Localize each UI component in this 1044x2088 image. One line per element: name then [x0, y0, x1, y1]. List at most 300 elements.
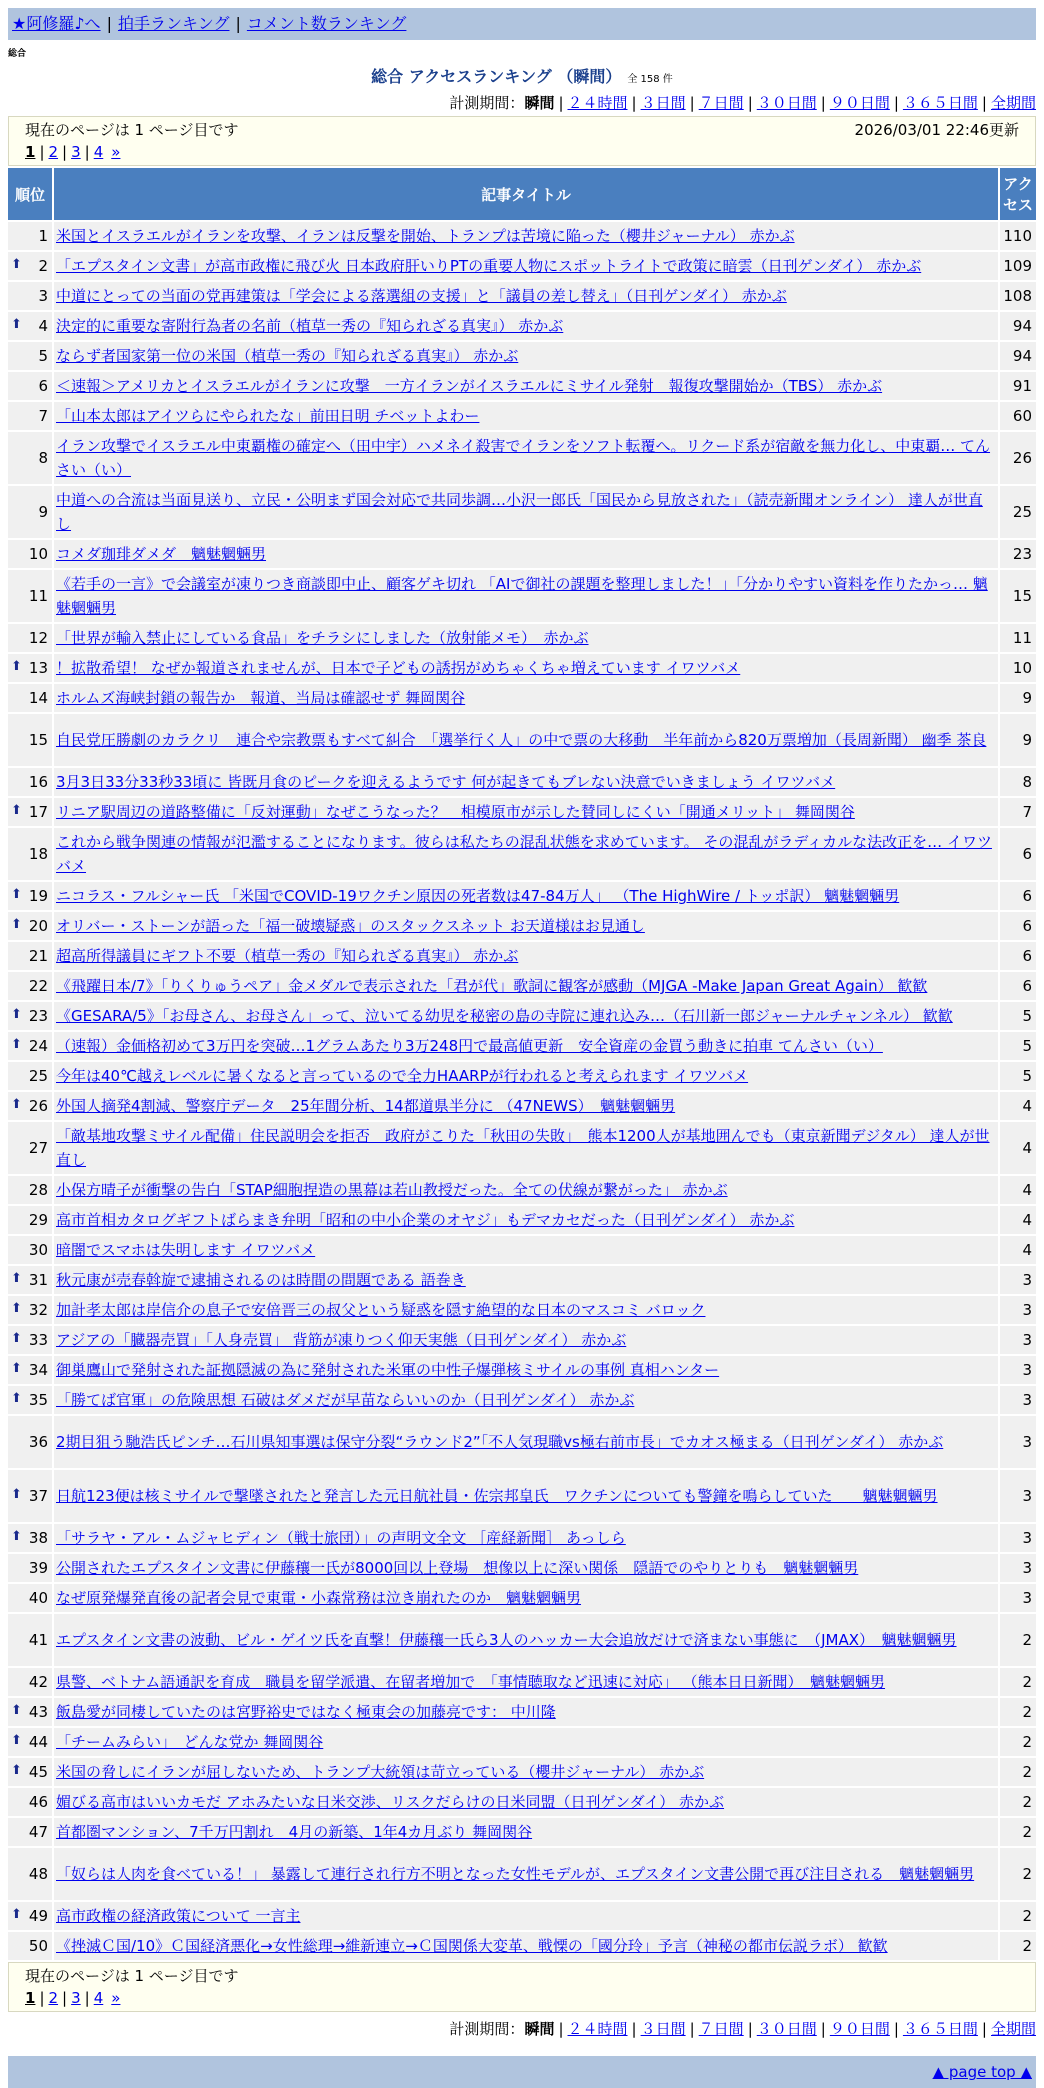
table-row	[8, 942, 1036, 970]
up-arrow-icon: ⬆	[11, 1097, 22, 1112]
article-link[interactable]: 《挫滅Ｃ国/10》Ｃ国経済悪化→女性総理→維新連立→Ｃ国関係大変革、戦慄の「國分玲」予言（神秘の都市伝説ラボ） 歓歓	[56, 1937, 888, 1955]
rank-number: 38	[28, 1529, 48, 1547]
access-count: 2	[1000, 1758, 1036, 1786]
access-count: 5	[1000, 1032, 1036, 1060]
period-link[interactable]: ７日間	[698, 94, 744, 112]
title-cell	[54, 222, 998, 250]
title-cell	[54, 1206, 998, 1234]
table-row	[8, 1062, 1036, 1090]
article-link[interactable]: 飯島愛が同棲していたのは宮野裕史ではなく極東会の加藤亮です： 中川隆	[56, 1703, 556, 1721]
title-cell	[54, 1122, 998, 1174]
nav-link-comment-ranking[interactable]: コメント数ランキング	[246, 14, 407, 33]
period-link[interactable]: 全期間	[990, 2020, 1036, 2038]
pagination	[25, 1987, 1019, 2009]
access-count: 5	[1000, 1062, 1036, 1090]
table-row	[8, 1092, 1036, 1120]
rank-cell	[8, 1668, 52, 1696]
period-link[interactable]: ３日間	[640, 94, 686, 112]
article-link[interactable]: イラン攻撃でイスラエル中東覇権の確定へ（田中宇）ハメネイ殺害でイランをソフト転覆へ。リクード系が宿敵を無力化し、中東覇… てんさい（い）	[56, 437, 991, 479]
page-link[interactable]: 3	[71, 1989, 81, 2007]
article-link[interactable]: 中道にとっての当面の党再建策は「学会による落選組の支援」と「議員の差し替え」（日刊ゲンダイ） 赤かぶ	[56, 287, 787, 305]
page-link[interactable]: 2	[48, 1989, 59, 2007]
article-link[interactable]: 自民党圧勝劇のカラクリ 連合や宗教票もすべて糾合 「選挙行く人」の中で票の大移動 半年前から820万票増加（長周新聞） 幽季 茶良	[56, 731, 987, 749]
article-link[interactable]: ＜速報＞アメリカとイスラエルがイランに攻撃 一方イランがイスラエルにミサイル発射 報復攻撃開始か（TBS） 赤かぶ	[56, 377, 883, 395]
article-link[interactable]: 県警、ベトナム語通訳を育成 職員を留学派遣、在留者増加で 「事情聴取など迅速に対応」 （熊本日日新聞） 魑魅魍魎男	[56, 1673, 886, 1691]
title-cell	[54, 1266, 998, 1294]
up-arrow-icon: ⬆	[11, 1529, 22, 1544]
page-status: 現在のページは 1 ページ目です	[25, 1967, 239, 1985]
access-count: 10	[1000, 654, 1036, 682]
article-link[interactable]: エプスタイン文書の波動、ビル・ゲイツ氏を直撃！伊藤穰一氏ら3人のハッカー大会追放だけで済まない事態に （JMAX） 魑魅魍魎男	[56, 1631, 957, 1649]
pagination	[25, 141, 1019, 163]
access-count: 3	[1000, 1296, 1036, 1324]
top-nav	[8, 8, 1036, 40]
up-arrow-icon: ⬆	[11, 659, 22, 674]
table-row	[8, 882, 1036, 910]
title-cell	[54, 1002, 998, 1030]
rank-cell	[8, 1266, 52, 1294]
page-top-link[interactable]: ▲ page top ▲	[932, 2063, 1032, 2081]
rank-number: 18	[28, 845, 48, 863]
page-title: 総合 アクセスランキング （瞬間）	[371, 67, 622, 86]
article-link[interactable]: ！拡散希望！ なぜか報道されませんが、日本で子どもの誘拐がめちゃくちゃ増えています イワツバメ	[56, 659, 741, 677]
table-row	[8, 486, 1036, 538]
period-selector-bottom	[8, 2016, 1036, 2042]
period-separator: |	[981, 2020, 987, 2038]
table-row	[8, 1002, 1036, 1030]
up-arrow-icon: ⬆	[11, 1733, 22, 1748]
rank-number: 25	[28, 1067, 48, 1085]
title-cell	[54, 1932, 998, 1960]
rank-number: 3	[38, 287, 48, 305]
rank-cell	[8, 540, 52, 568]
page-current: 1	[25, 143, 36, 161]
title-cell	[54, 372, 998, 400]
rank-number: 31	[28, 1271, 48, 1289]
pager-status-row	[25, 1965, 1019, 1987]
rank-number: 30	[28, 1241, 48, 1259]
period-link[interactable]: ３６５日間	[902, 2020, 978, 2038]
period-current: 瞬間	[524, 94, 555, 112]
table-row	[8, 1728, 1036, 1756]
access-count: 2	[1000, 1728, 1036, 1756]
period-selector	[8, 90, 1036, 116]
rank-cell	[8, 882, 52, 910]
rank-number: 35	[28, 1391, 48, 1409]
access-count: 3	[1000, 1386, 1036, 1414]
article-link[interactable]: 秋元康が売春斡旋で逮捕されるのは時間の問題である 語巻き	[56, 1271, 466, 1289]
title-cell	[54, 1296, 998, 1324]
title-cell	[54, 1554, 998, 1582]
page-separator: |	[84, 143, 90, 161]
table-row	[8, 570, 1036, 622]
page-status: 現在のページは 1 ページ目です	[25, 121, 239, 139]
table-row	[8, 972, 1036, 1000]
article-link[interactable]: 「エプスタイン文書」が高市政権に飛び火 日本政府肝いりPTの重要人物にスポットライトで政策に暗雲（日刊ゲンダイ） 赤かぶ	[56, 257, 922, 275]
article-link[interactable]: 《GESARA/5》「お母さん、お母さん」って、泣いてる幼児を秘密の島の寺院に連れ込み…（石川新一郎ジャーナルチャンネル） 歓歓	[56, 1007, 953, 1025]
updated-time: 2026/03/01 22:46更新	[854, 121, 1019, 139]
access-count: 4	[1000, 1206, 1036, 1234]
rank-cell	[8, 1524, 52, 1552]
rank-cell	[8, 432, 52, 484]
rank-number: 34	[28, 1361, 48, 1379]
period-separator: |	[820, 94, 826, 112]
table-row	[8, 768, 1036, 796]
article-link[interactable]: 超高所得議員にギフト不要（植草一秀の『知られざる真実』） 赤かぶ	[56, 947, 519, 965]
access-count: 5	[1000, 1002, 1036, 1030]
rank-cell	[8, 1002, 52, 1030]
article-link[interactable]: コメダ珈琲ダメダ 魑魅魍魎男	[56, 545, 267, 563]
period-separator: |	[981, 94, 987, 112]
access-count: 109	[1000, 252, 1036, 280]
title-cell	[54, 1386, 998, 1414]
access-count: 3	[1000, 1470, 1036, 1522]
up-arrow-icon: ⬆	[11, 257, 22, 272]
rank-cell	[8, 1902, 52, 1930]
ranking-table	[6, 166, 1038, 1962]
article-link[interactable]: 日航123便は核ミサイルで撃墜されたと発言した元日航社員・佐宗邦皇氏 ワクチンについても警鐘を鳴らしていた 魑魅魍魎男	[56, 1487, 938, 1505]
article-link[interactable]: 加計孝太郎は岸信介の息子で安倍晋三の叔父という疑惑を隠す絶望的な日本のマスコミ バロック	[56, 1301, 706, 1319]
rank-number: 40	[28, 1589, 48, 1607]
period-link[interactable]: ９０日間	[829, 94, 890, 112]
rank-number: 49	[28, 1907, 48, 1925]
rank-number: 24	[28, 1037, 48, 1055]
access-count: 6	[1000, 942, 1036, 970]
page-current: 1	[25, 1989, 36, 2007]
title-cell	[54, 1728, 998, 1756]
nav-link-applause-ranking[interactable]: 拍手ランキング	[117, 14, 230, 33]
period-link[interactable]: ３０日間	[756, 2020, 817, 2038]
rank-cell	[8, 1386, 52, 1414]
table-row	[8, 1236, 1036, 1264]
up-arrow-icon: ⬆	[11, 1271, 22, 1286]
rank-number: 4	[38, 317, 48, 335]
access-count: 2	[1000, 1698, 1036, 1726]
nav-link-asyura[interactable]: ★阿修羅♪へ	[12, 14, 101, 33]
access-count: 15	[1000, 570, 1036, 622]
period-link[interactable]: ３６５日間	[902, 94, 978, 112]
page-link[interactable]: 2	[48, 143, 59, 161]
table-row	[8, 1386, 1036, 1414]
article-link[interactable]: ならず者国家第一位の米国（植草一秀の『知られざる真実』） 赤かぶ	[56, 347, 519, 365]
total-count: 全 158 件	[627, 74, 673, 85]
title-cell	[54, 1584, 998, 1612]
rank-cell	[8, 570, 52, 622]
article-link[interactable]: リニア駅周辺の道路整備に「反対運動」なぜこうなった？ 相模原市が示した賛同しにくい「開通メリット」 舞岡関谷	[56, 803, 855, 821]
table-row	[8, 1326, 1036, 1354]
article-link[interactable]: 暗闇でスマホは失明します イワツバメ	[56, 1241, 316, 1259]
table-row	[8, 1356, 1036, 1384]
article-link[interactable]: 高市首相カタログギフトばらまき弁明「昭和の中小企業のオヤジ」もデマカセだった（日刊ゲンダイ） 赤かぶ	[56, 1211, 795, 1229]
title-cell	[54, 1848, 998, 1900]
rank-cell	[8, 402, 52, 430]
rank-number: 29	[28, 1211, 48, 1229]
article-link[interactable]: 「チームみらい」 どんな党か 舞岡関谷	[56, 1733, 324, 1751]
rank-number: 7	[38, 407, 48, 425]
rank-cell	[8, 282, 52, 310]
access-count: 94	[1000, 342, 1036, 370]
article-link[interactable]: 「勝てば官軍」の危険思想 石破はダメだが早苗ならいいのか（日刊ゲンダイ） 赤かぶ	[56, 1391, 635, 1409]
table-row	[8, 1524, 1036, 1552]
table-row	[8, 1554, 1036, 1582]
article-link[interactable]: 御巣鷹山で発射された証拠隠滅の為に発射された米軍の中性子爆弾核ミサイルの事例 真相ハンター	[56, 1361, 720, 1379]
rank-cell	[8, 912, 52, 940]
table-row	[8, 540, 1036, 568]
rank-number: 23	[28, 1007, 48, 1025]
next-page-link[interactable]: »	[111, 143, 121, 161]
article-link[interactable]: 外国人摘発4割減、警察庁データ 25年間分析、14都道県半分に （47NEWS） 魑魅魍魎男	[56, 1097, 676, 1115]
access-count: 4	[1000, 1236, 1036, 1264]
pager-top	[8, 116, 1036, 166]
title-cell	[54, 1758, 998, 1786]
rank-number: 28	[28, 1181, 48, 1199]
table-row	[8, 1668, 1036, 1696]
bottom-bar	[8, 2056, 1036, 2088]
next-page-link[interactable]: »	[111, 1989, 121, 2007]
table-row	[8, 1758, 1036, 1786]
article-link[interactable]: 2期目狙う馳浩氏ピンチ…石川県知事選は保守分裂“ラウンド2”「不人気現職vs極右前市長」でカオス極まる（日刊ゲンダイ） 赤かぶ	[56, 1433, 944, 1451]
rank-number: 10	[28, 545, 48, 563]
rank-number: 41	[28, 1631, 48, 1649]
rank-number: 14	[28, 689, 48, 707]
rank-number: 27	[28, 1139, 48, 1157]
rank-number: 39	[28, 1559, 48, 1577]
up-arrow-icon: ⬆	[11, 317, 22, 332]
article-link[interactable]: 3月3日33分33秒33頃に 皆既月食のピークを迎えるようです 何が起きてもブレない決意でいきましょう イワツバメ	[56, 773, 836, 791]
access-count: 2	[1000, 1614, 1036, 1666]
rank-cell	[8, 342, 52, 370]
rank-cell	[8, 624, 52, 652]
article-link[interactable]: 公開されたエプスタイン文書に伊藤穰一氏が8000回以上登場 想像以上に深い関係 隠語でのやりとりも 魑魅魍魎男	[56, 1559, 859, 1577]
access-count: 11	[1000, 624, 1036, 652]
rank-number: 26	[28, 1097, 48, 1115]
title-cell	[54, 1788, 998, 1816]
rank-number: 1	[38, 227, 48, 245]
access-count: 2	[1000, 1668, 1036, 1696]
article-link[interactable]: 高市政権の経済政策について 一言主	[56, 1907, 301, 1925]
title-cell	[54, 1092, 998, 1120]
title-cell	[54, 798, 998, 826]
rank-cell	[8, 1788, 52, 1816]
rank-cell	[8, 312, 52, 340]
article-link[interactable]: なぜ原発爆発直後の記者会見で東電・小森常務は泣き崩れたのか 魑魅魍魎男	[56, 1589, 582, 1607]
article-link[interactable]: 米国の脅しにイランが屈しないため、トランプ大統領は苛立っている（櫻井ジャーナル） 赤かぶ	[56, 1763, 705, 1781]
access-count: 3	[1000, 1584, 1036, 1612]
period-link[interactable]: ７日間	[698, 2020, 744, 2038]
article-link[interactable]: 決定的に重要な寄附行為者の名前（植草一秀の『知られざる真実』） 赤かぶ	[56, 317, 564, 335]
table-row	[8, 312, 1036, 340]
access-count: 3	[1000, 1554, 1036, 1582]
up-arrow-icon: ⬆	[11, 1487, 22, 1502]
title-cell	[54, 282, 998, 310]
period-separator: |	[689, 94, 695, 112]
title-cell	[54, 1176, 998, 1204]
title-cell	[54, 714, 998, 766]
period-separator: |	[558, 2020, 564, 2038]
rank-number: 47	[28, 1823, 48, 1841]
article-link[interactable]: 「サラヤ・アル・ムジャヒディン（戦士旅団）」の声明文全文 ［産経新聞］ あっしら	[56, 1529, 626, 1547]
rank-cell	[8, 942, 52, 970]
access-count: 9	[1000, 714, 1036, 766]
rank-cell	[8, 1728, 52, 1756]
rank-number: 32	[28, 1301, 48, 1319]
table-row	[8, 1122, 1036, 1174]
article-link[interactable]: アジアの「臓器売買」「人身売買」 背筋が凍りつく仰天実態（日刊ゲンダイ） 赤かぶ	[56, 1331, 627, 1349]
up-arrow-icon: ⬆	[11, 887, 22, 902]
title-cell	[54, 540, 998, 568]
table-row	[8, 1266, 1036, 1294]
article-link[interactable]: 小保方晴子が衝撃の告白「STAP細胞捏造の黒幕は若山教授だった。全ての伏線が繋がった」 赤かぶ	[56, 1181, 728, 1199]
rank-cell	[8, 1584, 52, 1612]
article-link[interactable]: 媚びる高市はいいカモだ アホみたいな日米交渉、リスクだらけの日米同盟（日刊ゲンダイ） 赤かぶ	[56, 1793, 725, 1811]
up-arrow-icon: ⬆	[11, 1037, 22, 1052]
period-current: 瞬間	[524, 2020, 555, 2038]
access-count: 2	[1000, 1902, 1036, 1930]
rank-cell	[8, 1416, 52, 1468]
rank-cell	[8, 1698, 52, 1726]
page-separator: |	[62, 1989, 68, 2007]
title-cell	[54, 1032, 998, 1060]
article-link[interactable]: オリバー・ストーンが語った「福一破壊疑惑」のスタックスネット お天道様はお見通し	[56, 917, 645, 935]
article-link[interactable]: 「世界が輸入禁止にしている食品」をチラシにしました（放射能メモ） 赤かぶ	[56, 629, 589, 647]
title-cell	[54, 972, 998, 1000]
rank-number: 13	[28, 659, 48, 677]
period-link[interactable]: ３日間	[640, 2020, 686, 2038]
rank-number: 44	[28, 1733, 48, 1751]
period-link[interactable]: ３０日間	[756, 94, 817, 112]
page-separator: |	[84, 1989, 90, 2007]
period-link[interactable]: ２４時間	[567, 94, 628, 112]
period-separator: |	[820, 2020, 826, 2038]
rank-number: 2	[38, 257, 48, 275]
article-link[interactable]: 《飛躍日本/7》「りくりゅうペア」金メダルで表示された「君が代」歌詞に観客が感動（MJGA -Make Japan Great Again） 歓歓	[56, 977, 928, 995]
title-cell	[54, 1062, 998, 1090]
table-row	[8, 1932, 1036, 1960]
access-count: 6	[1000, 828, 1036, 880]
rank-cell	[8, 1206, 52, 1234]
nav-separator: |	[106, 14, 112, 33]
access-count: 9	[1000, 684, 1036, 712]
article-link[interactable]: 「山本太郎はアイツらにやられたな」前田日明 チベットよわー	[56, 407, 480, 425]
article-link[interactable]: ホルムズ海峡封鎖の報告か 報道、当局は確認せず 舞岡関谷	[56, 689, 466, 707]
rank-cell	[8, 1932, 52, 1960]
access-count: 110	[1000, 222, 1036, 250]
article-link[interactable]: 今年は40℃越えレベルに暑くなると言っているので全力HAARPが行われると考えられます イワツバメ	[56, 1067, 749, 1085]
period-link[interactable]: ９０日間	[829, 2020, 890, 2038]
title-cell	[54, 432, 998, 484]
rank-number: 22	[28, 977, 48, 995]
access-count: 4	[1000, 1122, 1036, 1174]
rank-cell	[8, 972, 52, 1000]
page-link[interactable]: 4	[93, 1989, 104, 2007]
article-link[interactable]: 「奴らは人肉を食べている！」 暴露して連行され行方不明となった女性モデルが、エプスタイン文書公開で再び注目される 魑魅魍魎男	[56, 1865, 975, 1883]
period-separator: |	[747, 94, 753, 112]
access-count: 2	[1000, 1788, 1036, 1816]
col-header-access: アクセス	[1000, 168, 1036, 220]
title-cell	[54, 624, 998, 652]
title-cell	[54, 486, 998, 538]
table-row	[8, 282, 1036, 310]
page-link[interactable]: 3	[71, 143, 81, 161]
access-count: 23	[1000, 540, 1036, 568]
title-cell	[54, 768, 998, 796]
up-arrow-icon: ⬆	[11, 1907, 22, 1922]
ranking-rows	[8, 222, 1036, 1960]
period-link[interactable]: 全期間	[990, 94, 1036, 112]
access-count: 7	[1000, 798, 1036, 826]
article-link[interactable]: ニコラス・フルシャー氏 「米国でCOVID-19ワクチン原因の死者数は47-84万人」 （The HighWire / トッポ訳） 魑魅魍魎男	[56, 887, 900, 905]
rank-number: 43	[28, 1703, 48, 1721]
rank-number: 37	[28, 1487, 48, 1505]
article-link[interactable]: 《若手の一言》で会議室が凍りつき商談即中止、顧客ゲキ切れ 「AIで御社の課題を整理しました！」「分かりやすい資料を作りたかっ… 魑魅魍魎男	[56, 575, 988, 617]
title-cell	[54, 828, 998, 880]
page-separator: |	[39, 143, 45, 161]
rank-cell	[8, 1236, 52, 1264]
article-link[interactable]: 首都圏マンション、7千万円割れ 4月の新築、1年4カ月ぶり 舞岡関谷	[56, 1823, 533, 1841]
title-cell	[54, 1356, 998, 1384]
rank-number: 11	[28, 587, 48, 605]
page-separator: |	[62, 143, 68, 161]
table-row	[8, 1698, 1036, 1726]
up-arrow-icon: ⬆	[11, 917, 22, 932]
rank-number: 6	[38, 377, 48, 395]
access-count: 25	[1000, 486, 1036, 538]
rank-number: 50	[28, 1937, 48, 1955]
period-label: 計測期間：	[449, 2020, 525, 2038]
rank-number: 19	[28, 887, 48, 905]
table-row	[8, 1788, 1036, 1816]
rank-number: 16	[28, 773, 48, 791]
title-cell	[54, 1326, 998, 1354]
article-link[interactable]: （速報）金価格初めて3万円を突破…1グラムあたり3万248円で最高値更新 安全資産の金買う動きに拍車 てんさい（い）	[56, 1037, 883, 1055]
table-row	[8, 684, 1036, 712]
table-row	[8, 1902, 1036, 1930]
up-arrow-icon: ⬆	[11, 1361, 22, 1376]
pager-status-row	[25, 119, 1019, 141]
title-cell	[54, 942, 998, 970]
rank-number: 48	[28, 1865, 48, 1883]
rank-cell	[8, 1062, 52, 1090]
up-arrow-icon: ⬆	[11, 1301, 22, 1316]
rank-cell	[8, 798, 52, 826]
up-arrow-icon: ⬆	[11, 1763, 22, 1778]
table-row	[8, 222, 1036, 250]
article-link[interactable]: 「敵基地攻撃ミサイル配備」住民説明会を拒否 政府がこりた「秋田の失敗」 熊本1200人が基地囲んでも（東京新聞デジタル） 達人が世直し	[56, 1127, 990, 1169]
period-link[interactable]: ２４時間	[567, 2020, 628, 2038]
rank-cell	[8, 222, 52, 250]
period-separator: |	[558, 94, 564, 112]
table-row	[8, 912, 1036, 940]
article-link[interactable]: 米国とイスラエルがイランを攻撃、イランは反撃を開始、トランプは苦境に陥った（櫻井ジャーナル） 赤かぶ	[56, 227, 795, 245]
rank-cell	[8, 1326, 52, 1354]
rank-number: 17	[28, 803, 48, 821]
rank-cell	[8, 1296, 52, 1324]
article-link[interactable]: これから戦争関連の情報が氾濫することになります。彼らは私たちの混乱状態を求めています。 その混乱がラディカルな法改正を… イワツバメ	[56, 833, 992, 875]
title-cell	[54, 342, 998, 370]
table-row	[8, 432, 1036, 484]
title-cell	[54, 402, 998, 430]
title-cell	[54, 1524, 998, 1552]
page-link[interactable]: 4	[93, 143, 104, 161]
rank-number: 5	[38, 347, 48, 365]
access-count: 3	[1000, 1356, 1036, 1384]
period-separator: |	[631, 94, 637, 112]
article-link[interactable]: 中道への合流は当面見送り、立民・公明まず国会対応で共同歩調…小沢一郎氏「国民から見放された」（読売新聞オンライン） 達人が世直し	[56, 491, 983, 533]
access-count: 60	[1000, 402, 1036, 430]
title-cell	[54, 654, 998, 682]
title-cell	[54, 1236, 998, 1264]
table-row	[8, 1416, 1036, 1468]
